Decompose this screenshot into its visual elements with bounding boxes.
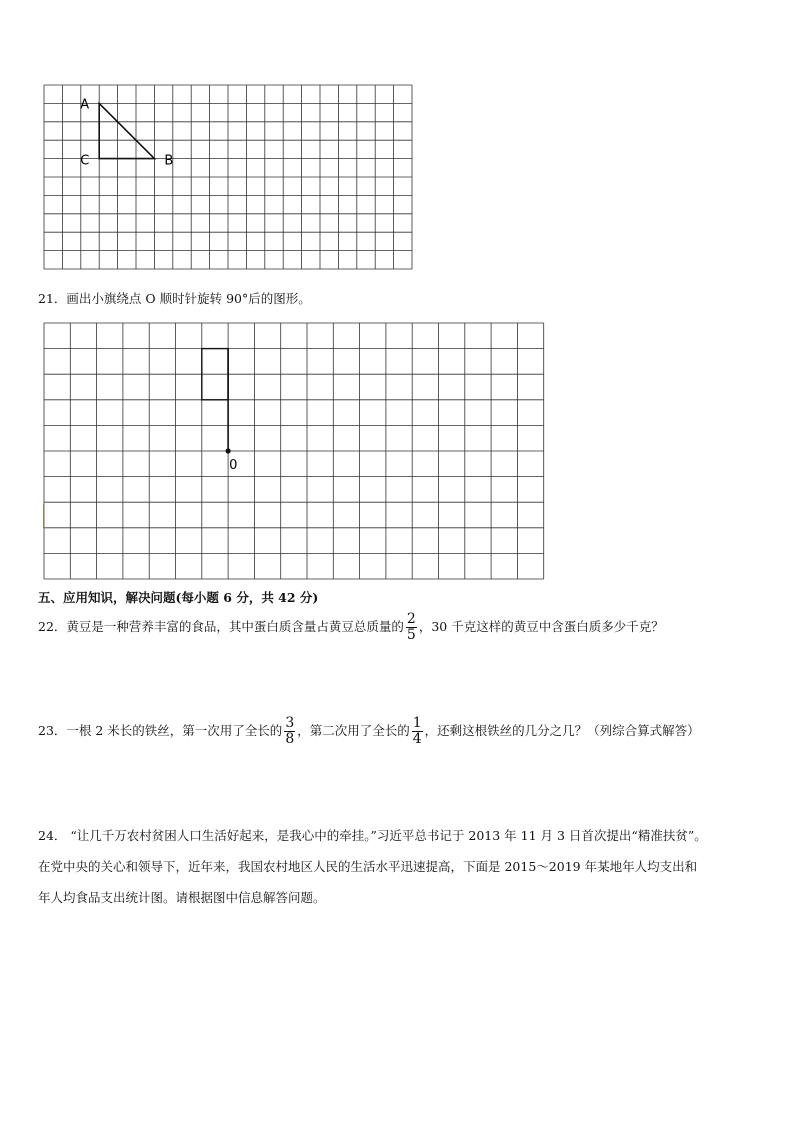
fraction-denominator: 5: [406, 626, 416, 643]
question-22-text-after: ，30 千克这样的黄豆中含蛋白质多少千克？: [418, 619, 664, 634]
question-23: [38, 712, 700, 750]
vertex-label-a: A: [80, 97, 90, 113]
point-label-o: 0: [229, 458, 238, 473]
rotation-point-o: [226, 448, 231, 453]
question-22: [38, 609, 664, 645]
fraction-numerator: 3: [285, 714, 295, 731]
question-23-part-3: ，还剩这根铁丝的几分之几？（列综合算式解答）: [424, 723, 700, 738]
grid-lines: [44, 323, 544, 579]
vertex-label-b: B: [164, 153, 174, 169]
fraction-three-eighths: [284, 716, 295, 747]
question-23-part-1: 23．一根 2 米长的铁丝，第一次用了全长的: [38, 723, 283, 738]
triangle-grid: [43, 84, 415, 274]
question-22-text-before: 22．黄豆是一种营养丰富的食品，其中蛋白质含量占黄豆总质量的: [38, 619, 404, 634]
fraction-denominator: 8: [285, 730, 295, 747]
fraction-numerator: 1: [412, 714, 422, 731]
question-24-line-1: 24． “让几千万农村贫困人口生活好起来，是我心中的牵挂。”习近平总书记于 2013 年 11 月 3 日首次提出“精准扶贫”。: [38, 828, 707, 843]
question-24: [38, 820, 707, 913]
section-5-title: 五、应用知识，解决问题(每小题 6 分，共 42 分): [38, 590, 319, 605]
fraction-denominator: 4: [412, 730, 422, 747]
question-21: [38, 289, 311, 309]
vertex-label-c: C: [80, 153, 90, 169]
question-24-line-3: 年人均食品支出统计图。请根据图中信息解答问题。: [38, 890, 326, 905]
section-5-heading: [38, 588, 318, 606]
question-24-line-2: 在党中央的关心和领导下，近年来，我国农村地区人民的生活水平迅速提高，下面是 2015～2019 年某地年人均支出和: [38, 859, 698, 874]
fraction-one-quarter: [412, 716, 423, 747]
question-21-text: 21．画出小旗绕点 O 顺时针旋转 90°后的图形。: [38, 291, 311, 306]
triangle-abc: [99, 103, 154, 158]
fraction-numerator: 2: [406, 610, 416, 627]
question-23-part-2: ，第二次用了全长的: [297, 723, 410, 738]
fraction-two-fifths: [406, 612, 417, 643]
flag-grid: [43, 322, 546, 580]
